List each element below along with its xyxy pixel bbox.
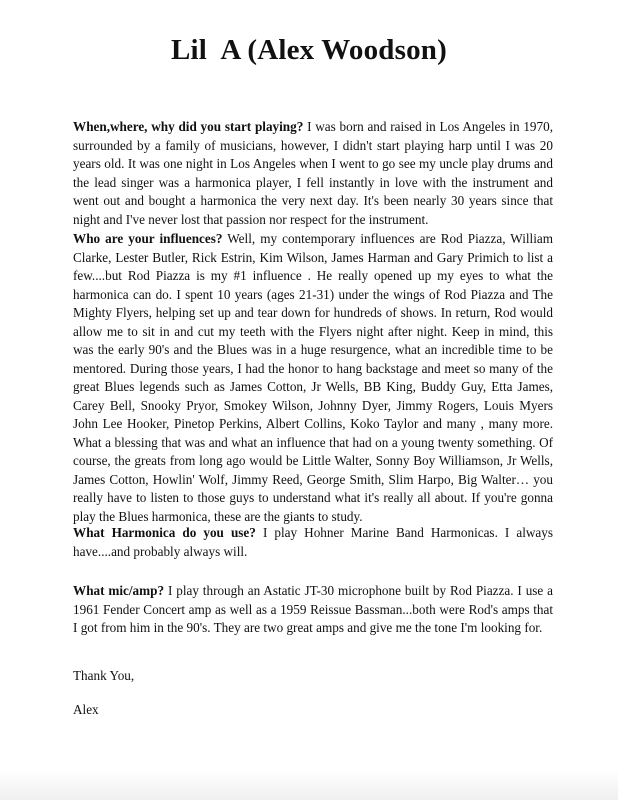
closing-line: Thank You, [73,668,135,683]
answer-mic-amp: I play through an Astatic JT-30 microphone built by Rod Piazza. I use a 1961 Fender Concert amp as well as a 1959 Reissue Bassman...both were Rod's amps that I got from him in the 90's. They are two great amps and give me the tone I'm looking for. [73,583,554,635]
interview-section-start-playing [73,118,553,229]
answer-harmonica: I play Hohner Marine Band Harmonicas. I always have....and probably always will. [73,525,554,559]
answer-start-playing: I was born and raised in Los Angeles in 1970, surrounded by a family of musicians, however, I didn't start playing harp until I was 20 years old. It was one night in Los Angeles when I went to go see my uncle play drums and the lead singer was a harmonica player, I fell instantly in love with the instrument and went out and bought a harmonica the very next day. It's been nearly 30 years since that night and I've never lost that passion nor respect for the instrument. [73,119,553,227]
question-start-playing: When,where, why did you start playing? [73,119,304,134]
interview-section-harmonica [73,524,553,561]
interview-section-influences [73,230,553,526]
question-mic-amp: What mic/amp? [73,583,165,598]
signature: Alex [73,702,99,717]
question-harmonica: What Harmonica do you use? [73,525,256,540]
page-title: Lil A (Alex Woodson) [170,34,447,66]
answer-influences: Well, my contemporary influences are Rod Piazza, William Clarke, Lester Butler, Rick Estrin, Kim Wilson, James Harman and Gary Primich to list a few....but Rod Piazza is my #1 influence . He really opened up my eyes to what the harmonica can do. I spent 10 years (ages 21-31) under the wings of Rod Piazza and The Mighty Flyers, helping set up and tear down for hundreds of shows. In return, Rod would allow me to sit in and cut my teeth with the Flyers night after night. Keep in mind, this was the early 90's and the Blues was in a huge resurgence, what an incredible time to be mentored. During those years, I had the honor to hang backstage and meet so many of the great Blues legends such as James Cotton, Jr Wells, BB King, Buddy Guy, Etta James, Carey Bell, Snooky Pryor, Smokey Wilson, Johnny Dyer, Jimmy Rogers, Louis Myers John Lee Hooker, Pinetop Perkins, Albert Collins, Koko Taylor and many , many more. What a blessing that was and what an influence that had on a young twenty something. Of course, the greats from long ago would be Little Walter, Sonny Boy Williamson, Jr Wells, James Cotton, Howlin' Wolf, Jimmy Reed, George Smith, Slim Harpo, Big Walter… you really have to listen to those guys to understand what it's really all about. If you're gonna play the Blues harmonica, these are the giants to study. [73,231,553,524]
interview-section-mic-amp [73,582,553,638]
question-influences: Who are your influences? [73,231,223,246]
page-bottom-shadow [0,770,618,800]
